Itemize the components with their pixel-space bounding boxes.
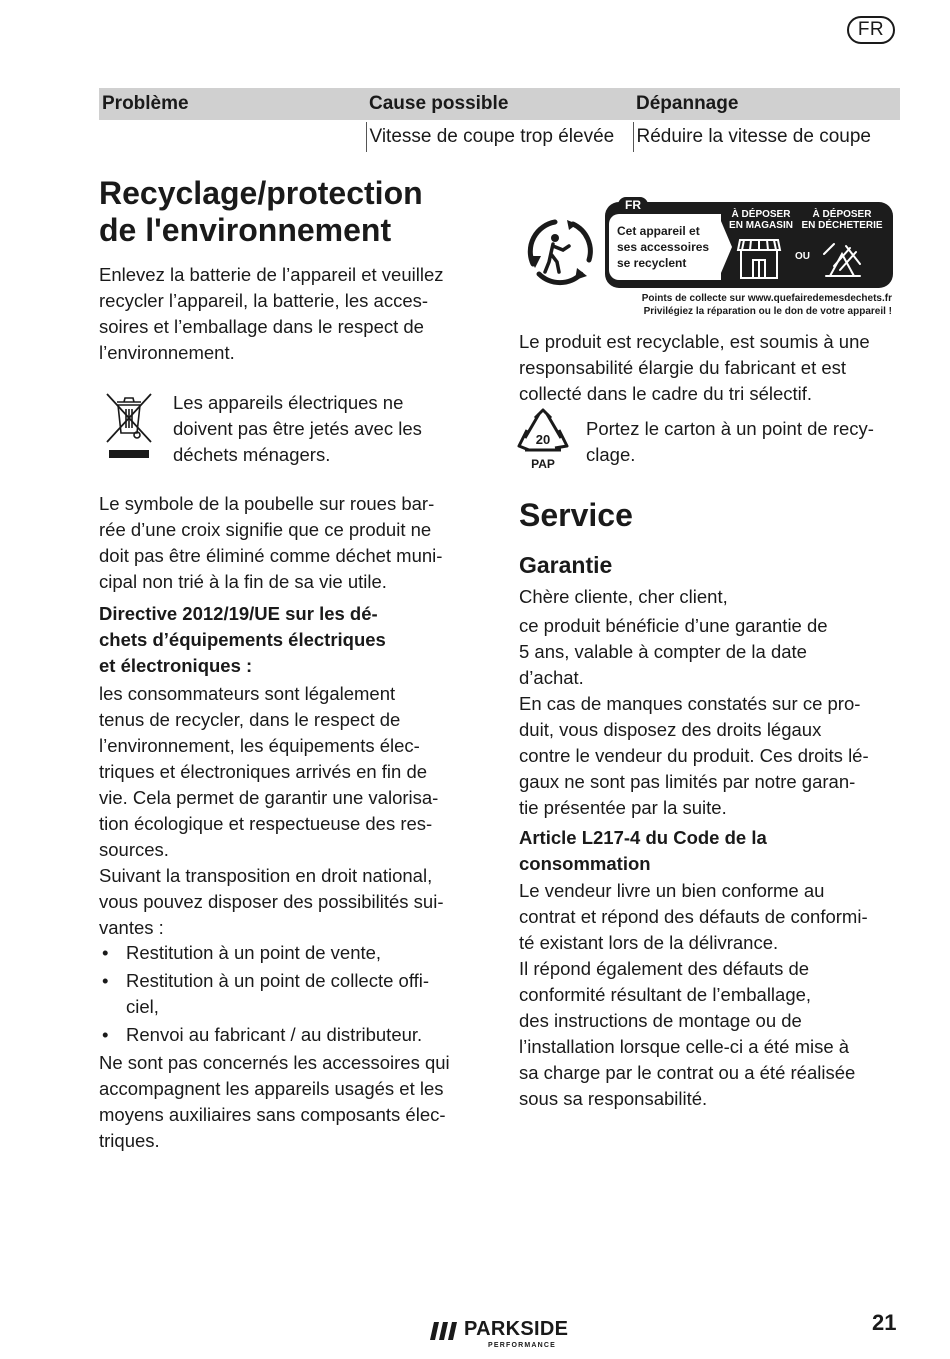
text-line: recycler l’appareil, la batterie, les acces- [99, 290, 429, 311]
text-line: sources. [99, 839, 169, 860]
service-title: Service [519, 497, 633, 533]
text-line: doit pas être éliminé comme déchet muni- [99, 545, 443, 566]
text-line: tion écologique et respectueuse des res- [99, 813, 433, 834]
text-line: responsabilité élargie du fabricant et est [519, 357, 847, 378]
pap-code: 20 [535, 432, 551, 447]
pap-material: PAP [531, 457, 555, 471]
table-cell-problem [99, 121, 366, 152]
article-heading [519, 825, 904, 877]
text-line: EN MAGASIN [729, 220, 793, 231]
language-badge: FR [847, 16, 895, 44]
store-label [724, 209, 798, 231]
text-line: té existant lors de la délivrance. [519, 932, 779, 953]
guarantee-paragraph [519, 613, 904, 821]
pap-recycling-icon [515, 408, 571, 472]
text-line: vantes : [99, 917, 164, 938]
text-line: Suivant la transposition en droit national, [99, 865, 433, 886]
text-line: tenus de recycler, dans le respect de [99, 709, 401, 730]
text-line: cipal non trié à la fin de sa vie utile. [99, 571, 387, 592]
table-cell-fix: Réduire la vitesse de coupe [633, 121, 900, 152]
waste-center-icon [820, 236, 866, 282]
brand-stripes-icon [430, 1322, 458, 1340]
text-line: En cas de manques constatés sur ce pro- [519, 693, 861, 714]
text-line: déchets ménagers. [173, 444, 331, 465]
triman-fr-tag: FR [618, 197, 648, 213]
directive-paragraph [99, 681, 489, 941]
carton-paragraph [586, 416, 906, 468]
column-header-fix: Dépannage [633, 88, 900, 121]
text-line: moyens auxiliaires sans composants élec- [99, 1104, 446, 1125]
text-line: chets d’équipements électriques [99, 629, 386, 650]
text-line: Le symbole de la poubelle sur roues bar- [99, 493, 435, 514]
column-header-problem: Problème [99, 88, 366, 121]
text-line: Renvoi au fabricant / au distributeur. [126, 1024, 423, 1045]
text-line: sa charge par le contrat ou a été réalisée [519, 1062, 856, 1083]
troubleshooting-table [99, 88, 900, 152]
recycling-intro [99, 262, 489, 366]
brand-name: PARKSIDE [464, 1318, 569, 1340]
text-line: des instructions de montage ou de [519, 1010, 802, 1031]
text-line: Les appareils électriques ne [173, 392, 404, 413]
text-line: gaux ne sont pas limités par notre garan- [519, 771, 856, 792]
text-line: Privilégiez la réparation ou le don de votre appareil ! [643, 306, 892, 317]
triman-logo-icon [525, 216, 597, 286]
weee-note [173, 390, 473, 468]
text-line: Restitution à un point de vente, [126, 942, 382, 963]
text-line: les consommateurs sont légalement [99, 683, 396, 704]
store-icon [736, 236, 782, 282]
text-line: • Restitution à un point de collecte offi- [126, 970, 430, 991]
text-line: triques et électroniques arrivés en fin de [99, 761, 428, 782]
text-line: Le produit est recyclable, est soumis à une [519, 331, 870, 352]
text-line: Article L217-4 du Code de la [519, 827, 767, 848]
or-label: OU [795, 251, 810, 262]
text-line: vous pouvez disposer des possibilités sui- [99, 891, 444, 912]
text-line: ciel, [126, 996, 159, 1017]
text-line: consommation [519, 853, 651, 874]
text-line: vie. Cela permet de garantir une valorisa- [99, 787, 439, 808]
table-header-row [99, 88, 900, 121]
table-cell-cause: Vitesse de coupe trop élevée [366, 121, 633, 152]
triman-statement [617, 223, 717, 271]
text-line: À DÉPOSER [731, 209, 791, 220]
text-line: l’environnement. [99, 342, 235, 363]
text-line: Il répond également des défauts de [519, 958, 810, 979]
text-line: Le vendeur livre un bien conforme au [519, 880, 825, 901]
recycling-title-line: Recyclage/protection [99, 175, 423, 211]
text-line: contrat et répond des défauts de conformi- [519, 906, 868, 927]
text-line: tie présentée par la suite. [519, 797, 727, 818]
page-number: 21 [872, 1310, 897, 1335]
text-line: clage. [586, 444, 636, 465]
text-line: l’installation lorsque celle-ci a été mise à [519, 1036, 850, 1057]
text-line: et électroniques : [99, 655, 253, 676]
text-line: Points de collecte sur www.quefairedemesdechets.fr [641, 293, 892, 304]
text-line: Directive 2012/19/UE sur les dé- [99, 603, 378, 624]
text-line: EN DÉCHETERIE [801, 220, 883, 231]
text-line: contre le vendeur du produit. Ces droits lé- [519, 745, 869, 766]
text-line: À DÉPOSER [812, 209, 872, 220]
list-item [99, 1022, 489, 1048]
text-line: l’environnement, les équipements élec- [99, 735, 420, 756]
collection-points-note [620, 292, 892, 318]
directive-heading [99, 601, 489, 679]
text-line: rée d’une croix signifie que ce produit ne [99, 519, 432, 540]
guarantee-title: Garantie [519, 552, 613, 578]
list-item [99, 968, 489, 1020]
text-line: Enlevez la batterie de l’appareil et veuillez [99, 264, 444, 285]
text-line: se recyclent [617, 256, 687, 270]
table-row [99, 121, 900, 152]
column-header-cause: Cause possible [366, 88, 633, 121]
bin-symbol-paragraph [99, 491, 489, 595]
text-line: accompagnent les appareils usagés et les [99, 1078, 444, 1099]
text-line: conformité résultant de l’emballage, [519, 984, 812, 1005]
brand-subline: PERFORMANCE [488, 1342, 557, 1349]
crossed-bin-icon [104, 392, 154, 460]
article-paragraph [519, 878, 909, 1112]
salutation: Chère cliente, cher client, [519, 586, 728, 607]
text-line: doivent pas être jetés avec les [173, 418, 422, 439]
text-line: sous sa responsabilité. [519, 1088, 708, 1109]
text-line: 5 ans, valable à compter de la date [519, 641, 807, 662]
accessories-paragraph [99, 1050, 489, 1154]
recyclable-paragraph [519, 329, 904, 407]
disposal-options-list [99, 940, 489, 1050]
list-item [99, 940, 489, 966]
dump-label [800, 209, 884, 231]
text-line: Portez le carton à un point de recy- [586, 418, 874, 439]
text-line: triques. [99, 1130, 160, 1151]
text-line: Cet appareil et [617, 224, 700, 238]
text-line: ses accessoires [617, 240, 710, 254]
recycling-title-line: de l'environnement [99, 212, 392, 248]
text-line: collecté dans le cadre du tri sélectif. [519, 383, 813, 404]
text-line: d’achat. [519, 667, 584, 688]
text-line: soires et l’emballage dans le respect de [99, 316, 424, 337]
text-line: Ne sont pas concernés les accessoires qui [99, 1052, 450, 1073]
brand-logo [430, 1316, 590, 1352]
text-line: duit, vous disposez des droits légaux [519, 719, 822, 740]
recycling-title [99, 175, 499, 249]
text-line: ce produit bénéficie d’une garantie de [519, 615, 828, 636]
